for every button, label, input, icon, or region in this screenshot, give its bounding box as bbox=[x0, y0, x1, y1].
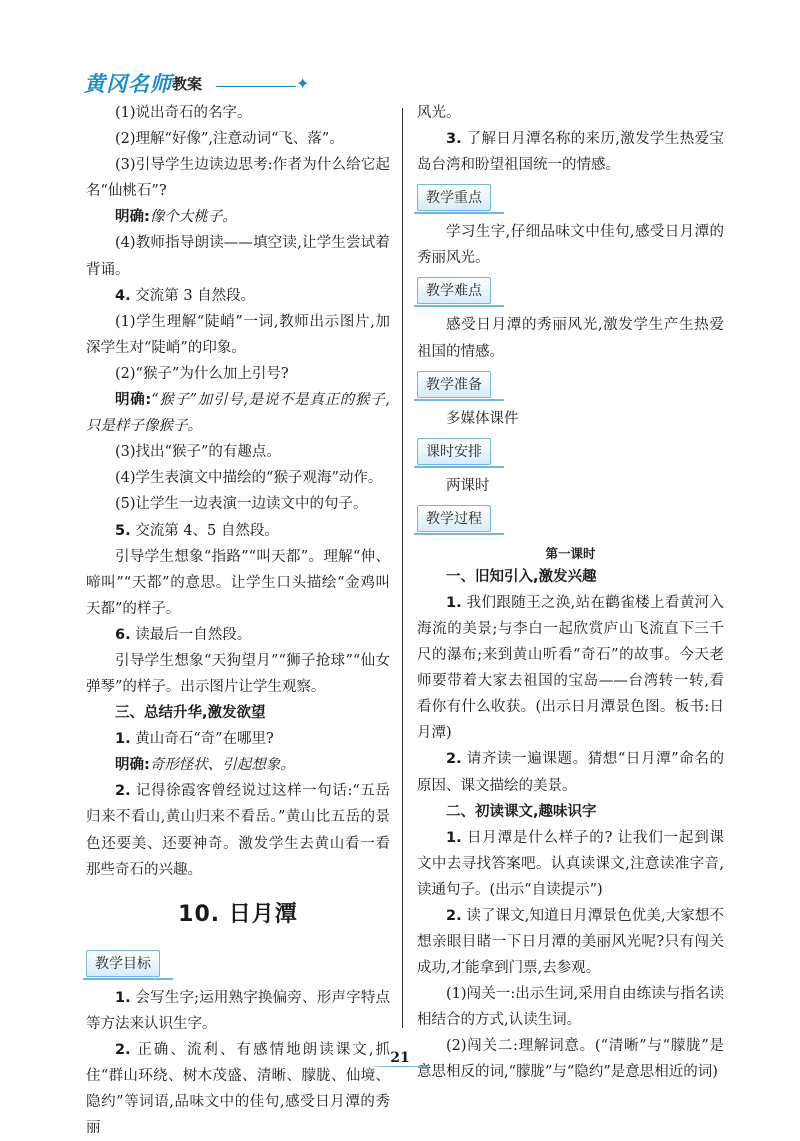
step-text: 请齐读一遍课题。猜想“日月潭”命名的原因、课文描绘的美景。 bbox=[417, 751, 724, 794]
step-text: 了解日月潭名称的来历,激发学生热爱宝岛台湾和盼望祖国统一的情感。 bbox=[417, 131, 724, 174]
step-paragraph bbox=[417, 903, 724, 981]
paragraph: (2)闯关二:理解词意。(“清晰”与“朦胧”是意思相反的词,“朦胧”与“隐约”是意思相近的词) bbox=[417, 1038, 724, 1081]
section-tag-difficulties: 教学难点 bbox=[417, 277, 491, 304]
step-text: 会写生字;运用熟字换偏旁、形声字特点等方法来认识生字。 bbox=[86, 989, 390, 1032]
answer-label: 明确: bbox=[115, 209, 150, 226]
answer-paragraph bbox=[86, 387, 390, 439]
step-paragraph bbox=[417, 126, 724, 178]
answer-text: 奇形怪状、引起想象。 bbox=[149, 757, 295, 774]
paragraph: 学习生字,仔细品味文中佳句,感受日月潭的秀丽风光。 bbox=[417, 224, 724, 267]
step-paragraph bbox=[86, 622, 390, 648]
paragraph: 引导学生想象“指路”“叫天都”。理解“伸、啼叫”“天都”的意思。让学生口头描绘“金鸡叫天都”的样子。 bbox=[86, 548, 390, 617]
step-paragraph bbox=[86, 778, 390, 882]
answer-text: “猴子”加引号,是说不是真正的猴子,只是样子像猴子。 bbox=[86, 392, 390, 435]
step-paragraph bbox=[86, 283, 390, 309]
step-number: 2. bbox=[115, 1041, 131, 1058]
lesson-title: 10. 日月潭 bbox=[178, 901, 298, 927]
step-number: 2. bbox=[446, 751, 462, 768]
answer-label: 明确: bbox=[115, 392, 152, 409]
step-paragraph bbox=[86, 518, 390, 544]
header-rule bbox=[216, 86, 296, 87]
paragraph: 多媒体课件 bbox=[446, 410, 519, 427]
section-tag-preparation: 教学准备 bbox=[417, 371, 491, 398]
step-text: 日月潭是什么样子的? 让我们一起到课文中去寻找答案吧。认真读课文,注意读准字音,读通句子。(出示“自读提示”) bbox=[417, 829, 724, 898]
left-column bbox=[86, 100, 390, 1141]
step-text: 正确、流利、有感情地朗读课文,抓住“群山环绕、树木茂盛、清晰、朦胧、仙境、隐约”等词语,品味文中的佳句,感受日月潭的秀丽 bbox=[86, 1041, 390, 1137]
paragraph: (2)“猴子”为什么加上引号? bbox=[115, 365, 289, 382]
paragraph: (1)闯关一:出示生词,采用自由练读与指名读相结合的方式,认读生词。 bbox=[417, 986, 724, 1029]
answer-label: 明确: bbox=[115, 757, 150, 774]
answer-text: 像个大桃子。 bbox=[149, 209, 237, 226]
step-number: 2. bbox=[115, 783, 131, 800]
step-number: 1. bbox=[446, 829, 462, 846]
section-tag-process: 教学过程 bbox=[417, 505, 491, 532]
step-number: 1. bbox=[115, 989, 131, 1006]
step-text: 读了课文,知道日月潭景色优美,大家想不想亲眼目睹一下日月潭的美丽风光呢?只有闯关成功,才能拿到门票,去参观。 bbox=[417, 907, 724, 977]
step-text: 记得徐霞客曾经说过这样一句话:“五岳归来不看山,黄山归来不看岳。”黄山比五岳的景色还要美、还要神奇。激发学生去黄山看一看那些奇石的兴趣。 bbox=[86, 783, 390, 878]
step-number: 2. bbox=[446, 907, 462, 924]
section-tag-schedule: 课时安排 bbox=[417, 438, 491, 465]
paragraph: (4)学生表演文中描绘的“猴子观海”动作。 bbox=[115, 470, 383, 487]
step-number: 5. bbox=[115, 522, 131, 539]
lesson-period-heading: 第一课时 bbox=[545, 545, 596, 561]
paragraph: (5)让学生一边表演一边读文中的句子。 bbox=[115, 496, 368, 513]
step-paragraph bbox=[417, 590, 724, 747]
step-text: 交流第 3 自然段。 bbox=[130, 287, 256, 304]
step-number: 1. bbox=[115, 731, 131, 748]
brand-subtitle: 教案 bbox=[172, 75, 203, 93]
section-tag-goals: 教学目标 bbox=[86, 950, 160, 977]
answer-paragraph bbox=[86, 204, 390, 230]
column-divider bbox=[402, 108, 403, 1028]
step-number: 1. bbox=[446, 594, 462, 611]
step-text: 交流第 4、5 自然段。 bbox=[130, 522, 279, 539]
page-header bbox=[84, 68, 344, 100]
page-number-ornament bbox=[372, 1066, 428, 1067]
right-column bbox=[417, 100, 724, 1086]
paragraph: (2)理解“好像”,注意动词“飞、落”。 bbox=[115, 131, 344, 148]
step-paragraph bbox=[86, 726, 390, 752]
answer-paragraph bbox=[86, 752, 390, 778]
step-number: 3. bbox=[446, 131, 462, 148]
step-paragraph bbox=[417, 746, 724, 798]
paragraph: (1)说出奇石的名字。 bbox=[115, 105, 252, 121]
step-text: 我们跟随王之涣,站在鹳雀楼上看黄河入海流的美景;与李白一起欣赏庐山飞流直下三千尺的瀑布;来到黄山听看“奇石”的故事。今天老师要带着大家去祖国的宝岛——台湾转一转,看看你有什么收获。(出示日月潭景色图。板书:日月潭) bbox=[417, 594, 724, 742]
section-heading: 一、旧知引入,激发兴趣 bbox=[446, 568, 597, 585]
step-paragraph bbox=[417, 825, 724, 903]
paragraph: (4)教师指导朗读——填空读,让学生尝试着背诵。 bbox=[86, 235, 390, 278]
step-number: 4. bbox=[115, 287, 131, 304]
step-text: 读最后一自然段。 bbox=[130, 626, 252, 643]
step-text: 黄山奇石“奇”在哪里? bbox=[130, 731, 274, 748]
section-heading: 三、总结升华,激发欲望 bbox=[115, 705, 266, 722]
section-tag-key-points: 教学重点 bbox=[417, 184, 491, 211]
paragraph: (3)找出“猴子”的有趣点。 bbox=[115, 444, 281, 461]
sparkle-icon: ✦ bbox=[296, 74, 310, 93]
page-number: 21 bbox=[390, 1050, 410, 1066]
paragraph: (3)引导学生边读边思考:作者为什么给它起名“仙桃石”? bbox=[86, 157, 390, 200]
paragraph: 感受日月潭的秀丽风光,激发学生产生热爱祖国的情感。 bbox=[417, 317, 724, 360]
step-paragraph bbox=[86, 985, 390, 1037]
section-heading: 二、初读课文,趣味识字 bbox=[446, 803, 597, 820]
step-number: 6. bbox=[115, 626, 131, 643]
paragraph: 引导学生想象“天狗望月”“狮子抢球”“仙女弹琴”的样子。出示图片让学生观察。 bbox=[86, 652, 390, 696]
paragraph: (1)学生理解“陡峭”一词,教师出示图片,加深学生对“陡峭”的印象。 bbox=[86, 313, 390, 356]
paragraph: 两课时 bbox=[446, 477, 490, 494]
paragraph: 风光。 bbox=[417, 105, 461, 121]
brand-logo: 黄冈名师 bbox=[84, 72, 172, 96]
